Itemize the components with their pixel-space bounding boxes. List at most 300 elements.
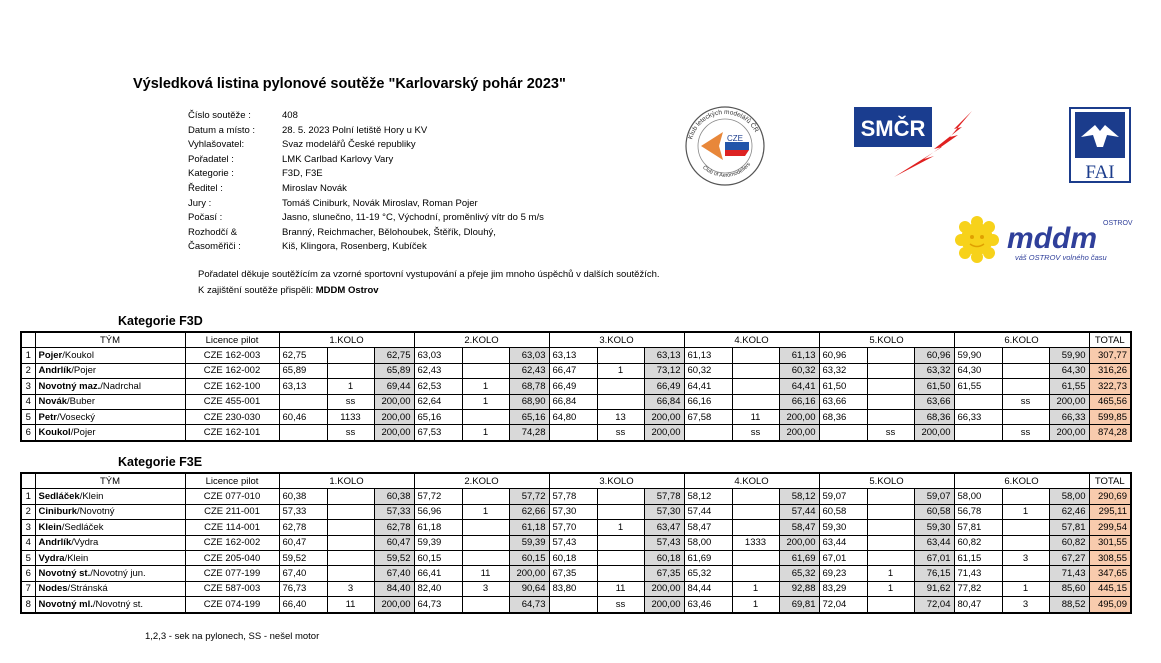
team-pilot: Andrlík xyxy=(38,537,72,549)
header-row xyxy=(21,332,1131,348)
page-title: Výsledková listina pylonové soutěže "Karlovarský pohár 2023" xyxy=(133,76,566,92)
penalty-cell: ss xyxy=(597,425,644,441)
time-cell: 58,00 xyxy=(954,489,1002,504)
score-cell: 200,00 xyxy=(374,409,414,424)
score-cell: 65,32 xyxy=(779,566,819,581)
score-cell: 60,82 xyxy=(1049,535,1089,550)
penalty-cell: 1 xyxy=(462,379,509,394)
svg-text:Klub leteckých modelářů ČR xyxy=(687,109,760,140)
info-value: 408 xyxy=(282,110,298,121)
penalty-cell xyxy=(462,409,509,424)
score-cell: 57,43 xyxy=(644,535,684,550)
mddm-tagline: váš OSTROV volného času xyxy=(1015,253,1107,262)
table-row xyxy=(21,520,1131,535)
penalty-cell xyxy=(597,566,644,581)
penalty-cell: 11 xyxy=(327,597,374,613)
total-cell: 290,69 xyxy=(1089,489,1131,504)
info-key: Vyhlašovatel: xyxy=(188,139,245,151)
team-pilot: Koukol xyxy=(38,427,71,439)
score-cell: 60,47 xyxy=(374,535,414,550)
time-cell: 63,13 xyxy=(279,379,327,394)
score-cell: 72,04 xyxy=(914,597,954,613)
penalty-cell xyxy=(1002,363,1049,378)
score-cell: 61,50 xyxy=(914,379,954,394)
time-cell: 59,52 xyxy=(279,550,327,565)
penalty-cell: ss xyxy=(327,425,374,441)
licence-cell: CZE 074-199 xyxy=(185,597,279,613)
penalty-cell xyxy=(867,394,914,409)
penalty-cell xyxy=(597,504,644,519)
time-cell: 77,82 xyxy=(954,581,1002,596)
penalty-cell xyxy=(1002,520,1049,535)
time-cell: 66,16 xyxy=(684,394,732,409)
info-value: Branný, Reichmacher, Bělohoubek, Štěřík, Dlouhý, xyxy=(282,226,496,238)
info-row xyxy=(188,226,544,241)
header-rank xyxy=(21,332,35,348)
penalty-cell: 3 xyxy=(1002,550,1049,565)
team-pilot: Andrlík xyxy=(38,365,72,377)
table-row xyxy=(21,409,1131,424)
penalty-cell xyxy=(327,489,374,504)
info-row xyxy=(188,182,544,197)
penalty-cell xyxy=(462,348,509,363)
time-cell: 63,66 xyxy=(819,394,867,409)
time-cell xyxy=(549,597,597,613)
score-cell: 71,43 xyxy=(1049,566,1089,581)
team-cell: Andrlík/Vydra xyxy=(35,535,185,550)
info-key: Kategorie : xyxy=(188,168,234,180)
header-round: 5.KOLO xyxy=(819,473,954,489)
time-cell: 63,03 xyxy=(414,348,462,363)
time-cell: 59,39 xyxy=(414,535,462,550)
time-cell: 67,53 xyxy=(414,425,462,441)
score-cell: 200,00 xyxy=(779,409,819,424)
header-licence: Licence pilot xyxy=(185,473,279,489)
licence-cell: CZE 114-001 xyxy=(185,520,279,535)
penalty-cell xyxy=(867,348,914,363)
time-cell: 60,82 xyxy=(954,535,1002,550)
penalty-cell xyxy=(867,520,914,535)
score-cell: 57,44 xyxy=(779,504,819,519)
info-key: Ředitel : xyxy=(188,182,223,194)
time-cell: 57,43 xyxy=(549,535,597,550)
penalty-cell: 1 xyxy=(327,379,374,394)
score-cell: 85,60 xyxy=(1049,581,1089,596)
team-helper: Klein xyxy=(82,491,104,503)
rank-cell: 4 xyxy=(21,394,35,409)
info-row xyxy=(188,167,544,182)
info-row xyxy=(188,197,544,212)
penalty-cell: 1 xyxy=(462,504,509,519)
table-row xyxy=(21,597,1131,613)
rank-cell: 4 xyxy=(21,535,35,550)
rank-cell: 6 xyxy=(21,425,35,441)
rank-cell: 6 xyxy=(21,566,35,581)
time-cell: 59,30 xyxy=(819,520,867,535)
licence-cell: CZE 162-101 xyxy=(185,425,279,441)
score-cell: 200,00 xyxy=(644,581,684,596)
table-row xyxy=(21,489,1131,504)
time-cell: 59,07 xyxy=(819,489,867,504)
penalty-cell xyxy=(867,597,914,613)
penalty-cell xyxy=(462,535,509,550)
mddm-text: mddm xyxy=(1007,222,1097,255)
rank-cell: 5 xyxy=(21,409,35,424)
time-cell: 57,70 xyxy=(549,520,597,535)
table-row xyxy=(21,363,1131,378)
score-cell: 63,44 xyxy=(914,535,954,550)
time-cell: 66,33 xyxy=(954,409,1002,424)
time-cell: 63,44 xyxy=(819,535,867,550)
penalty-cell xyxy=(597,489,644,504)
time-cell: 61,15 xyxy=(954,550,1002,565)
score-cell: 66,84 xyxy=(644,394,684,409)
rank-cell: 3 xyxy=(21,379,35,394)
penalty-cell xyxy=(327,504,374,519)
info-key: Číslo soutěže : xyxy=(188,110,251,121)
time-cell: 66,49 xyxy=(549,379,597,394)
thanks-line-2: K zajištění soutěže přispěli: MDDM Ostrov xyxy=(198,284,379,296)
penalty-cell xyxy=(1002,348,1049,363)
total-cell: 347,65 xyxy=(1089,566,1131,581)
score-cell: 58,47 xyxy=(779,520,819,535)
time-cell: 63,46 xyxy=(684,597,732,613)
penalty-cell xyxy=(732,394,779,409)
info-row xyxy=(188,240,544,255)
time-cell: 56,96 xyxy=(414,504,462,519)
cze-bottom-text: Club of Aeromodellers xyxy=(701,161,753,179)
score-cell: 200,00 xyxy=(1049,425,1089,441)
penalty-cell xyxy=(597,550,644,565)
penalty-cell: 13 xyxy=(597,409,644,424)
team-cell: Vydra/Klein xyxy=(35,550,185,565)
penalty-cell xyxy=(732,379,779,394)
penalty-cell xyxy=(732,520,779,535)
rank-cell: 2 xyxy=(21,504,35,519)
time-cell: 62,64 xyxy=(414,394,462,409)
header-round: 2.KOLO xyxy=(414,332,549,348)
team-helper: Novotný xyxy=(79,506,115,518)
header-round: 1.KOLO xyxy=(279,332,414,348)
penalty-cell xyxy=(732,348,779,363)
penalty-cell xyxy=(1002,489,1049,504)
time-cell: 80,47 xyxy=(954,597,1002,613)
team-pilot: Vydra xyxy=(38,552,65,564)
time-cell: 66,47 xyxy=(549,363,597,378)
cze-center-text: CZE xyxy=(727,134,743,143)
info-value: Jasno, slunečno, 11-19 °C, Východní, proměnlivý vítr do 5 m/s xyxy=(282,212,544,224)
penalty-cell: 1333 xyxy=(732,535,779,550)
penalty-cell: ss xyxy=(597,597,644,613)
smcr-logo xyxy=(854,107,978,179)
licence-cell: CZE 162-100 xyxy=(185,379,279,394)
header-round: 4.KOLO xyxy=(684,332,819,348)
penalty-cell xyxy=(327,363,374,378)
score-cell: 66,16 xyxy=(779,394,819,409)
penalty-cell: 1133 xyxy=(327,409,374,424)
header-round: 5.KOLO xyxy=(819,332,954,348)
score-cell: 200,00 xyxy=(1049,394,1089,409)
score-cell: 59,90 xyxy=(1049,348,1089,363)
penalty-cell: 1 xyxy=(597,520,644,535)
licence-cell: CZE 230-030 xyxy=(185,409,279,424)
team-cell: Novák/Buber xyxy=(35,394,185,409)
penalty-cell: 1 xyxy=(867,581,914,596)
total-cell: 316,26 xyxy=(1089,363,1131,378)
info-value: LMK Carlbad Karlovy Vary xyxy=(282,153,394,165)
time-cell: 72,04 xyxy=(819,597,867,613)
score-cell: 69,44 xyxy=(374,379,414,394)
score-cell: 62,46 xyxy=(1049,504,1089,519)
licence-cell: CZE 077-199 xyxy=(185,566,279,581)
score-cell: 67,40 xyxy=(374,566,414,581)
time-cell: 60,47 xyxy=(279,535,327,550)
penalty-cell: 3 xyxy=(1002,597,1049,613)
info-value: Tomáš Ciniburk, Novák Miroslav, Roman Pojer xyxy=(282,197,478,209)
penalty-cell: ss xyxy=(867,425,914,441)
score-cell: 57,78 xyxy=(644,489,684,504)
penalty-cell: 3 xyxy=(327,581,374,596)
time-cell: 60,38 xyxy=(279,489,327,504)
team-helper: Vosecký xyxy=(59,411,96,423)
time-cell: 83,80 xyxy=(549,581,597,596)
time-cell: 67,35 xyxy=(549,566,597,581)
penalty-cell xyxy=(867,489,914,504)
table-row xyxy=(21,425,1131,441)
score-cell: 60,15 xyxy=(509,550,549,565)
penalty-cell xyxy=(597,379,644,394)
header-row xyxy=(21,473,1131,489)
legend-note: 1,2,3 - sek na pylonech, SS - nešel motor xyxy=(145,631,320,642)
time-cell xyxy=(954,425,1002,441)
total-cell: 599,85 xyxy=(1089,409,1131,424)
penalty-cell xyxy=(867,550,914,565)
licence-cell: CZE 587-003 xyxy=(185,581,279,596)
time-cell: 60,96 xyxy=(819,348,867,363)
team-cell: Novotný st./Novotný jun. xyxy=(35,566,185,581)
penalty-cell xyxy=(732,504,779,519)
score-cell: 62,78 xyxy=(374,520,414,535)
time-cell: 64,80 xyxy=(549,409,597,424)
header-round: 6.KOLO xyxy=(954,473,1089,489)
thanks-line-1: Pořadatel děkuje soutěžícím za vzorné sportovní vystupování a přeje jim mnoho úspěchů v dalších soutěžích. xyxy=(198,269,660,280)
time-cell: 57,30 xyxy=(549,504,597,519)
time-cell: 66,40 xyxy=(279,597,327,613)
score-cell: 200,00 xyxy=(779,535,819,550)
score-cell: 200,00 xyxy=(374,394,414,409)
info-key: Pořadatel : xyxy=(188,153,234,165)
time-cell: 61,13 xyxy=(684,348,732,363)
info-key: Rozhodčí & xyxy=(188,226,238,238)
score-cell: 200,00 xyxy=(509,566,549,581)
time-cell: 57,81 xyxy=(954,520,1002,535)
score-cell: 88,52 xyxy=(1049,597,1089,613)
time-cell: 67,40 xyxy=(279,566,327,581)
team-helper: Vydra xyxy=(73,537,99,549)
penalty-cell xyxy=(462,520,509,535)
score-cell: 91,62 xyxy=(914,581,954,596)
score-cell: 200,00 xyxy=(644,425,684,441)
time-cell: 67,58 xyxy=(684,409,732,424)
rank-cell: 7 xyxy=(21,581,35,596)
info-row xyxy=(188,211,544,226)
team-helper: Buber xyxy=(69,396,96,408)
info-row xyxy=(188,138,544,153)
team-pilot: Petr xyxy=(38,411,57,423)
team-cell: Novotný ml./Novotný st. xyxy=(35,597,185,613)
penalty-cell: 1 xyxy=(597,363,644,378)
category-f3d-label: Kategorie F3D xyxy=(118,314,203,328)
score-cell: 61,18 xyxy=(509,520,549,535)
penalty-cell: 1 xyxy=(732,581,779,596)
time-cell xyxy=(279,425,327,441)
time-cell: 60,58 xyxy=(819,504,867,519)
info-value: Miroslav Novák xyxy=(282,182,347,194)
score-cell: 64,30 xyxy=(1049,363,1089,378)
score-cell: 61,69 xyxy=(779,550,819,565)
penalty-cell xyxy=(462,363,509,378)
penalty-cell xyxy=(597,535,644,550)
time-cell: 68,36 xyxy=(819,409,867,424)
licence-cell: CZE 162-003 xyxy=(185,348,279,363)
score-cell: 63,66 xyxy=(914,394,954,409)
time-cell: 62,75 xyxy=(279,348,327,363)
time-cell: 58,12 xyxy=(684,489,732,504)
time-cell: 66,41 xyxy=(414,566,462,581)
penalty-cell xyxy=(462,597,509,613)
score-cell: 62,66 xyxy=(509,504,549,519)
penalty-cell: ss xyxy=(1002,425,1049,441)
info-row xyxy=(188,124,544,139)
time-cell xyxy=(549,425,597,441)
team-cell: Klein/Sedláček xyxy=(35,520,185,535)
total-cell: 299,54 xyxy=(1089,520,1131,535)
team-helper: Novotný st. xyxy=(95,598,144,610)
team-pilot: Nodes xyxy=(38,583,68,595)
time-cell: 64,73 xyxy=(414,597,462,613)
team-cell: Novotný maz./Nadrchal xyxy=(35,379,185,394)
score-cell: 58,12 xyxy=(779,489,819,504)
score-cell: 63,32 xyxy=(914,363,954,378)
time-cell: 58,47 xyxy=(684,520,732,535)
time-cell: 57,78 xyxy=(549,489,597,504)
results-table-f3d xyxy=(20,331,1132,442)
score-cell: 76,15 xyxy=(914,566,954,581)
licence-cell: CZE 162-002 xyxy=(185,363,279,378)
penalty-cell xyxy=(1002,535,1049,550)
time-cell: 56,78 xyxy=(954,504,1002,519)
time-cell: 61,50 xyxy=(819,379,867,394)
time-cell: 82,40 xyxy=(414,581,462,596)
time-cell: 61,55 xyxy=(954,379,1002,394)
score-cell: 200,00 xyxy=(914,425,954,441)
header-total: TOTAL xyxy=(1089,332,1131,348)
team-helper: Pojer xyxy=(73,427,96,439)
results-table-f3e xyxy=(20,472,1132,614)
score-cell: 63,03 xyxy=(509,348,549,363)
score-cell: 61,55 xyxy=(1049,379,1089,394)
time-cell xyxy=(684,425,732,441)
rank-cell: 2 xyxy=(21,363,35,378)
score-cell: 61,13 xyxy=(779,348,819,363)
penalty-cell xyxy=(867,535,914,550)
time-cell: 83,29 xyxy=(819,581,867,596)
score-cell: 73,12 xyxy=(644,363,684,378)
info-row xyxy=(188,153,544,168)
score-cell: 57,72 xyxy=(509,489,549,504)
licence-cell: CZE 455-001 xyxy=(185,394,279,409)
score-cell: 66,33 xyxy=(1049,409,1089,424)
time-cell xyxy=(279,394,327,409)
info-key: Časoměřiči : xyxy=(188,241,241,253)
score-cell: 64,41 xyxy=(779,379,819,394)
team-helper: Sedláček xyxy=(64,521,104,533)
total-cell: 308,55 xyxy=(1089,550,1131,565)
cze-club-logo xyxy=(679,104,771,186)
team-cell: Sedláček/Klein xyxy=(35,489,185,504)
total-cell: 874,28 xyxy=(1089,425,1131,441)
table-row xyxy=(21,379,1131,394)
info-key: Datum a místo : xyxy=(188,124,256,136)
time-cell: 67,01 xyxy=(819,550,867,565)
team-helper: Koukol xyxy=(64,350,94,362)
score-cell: 200,00 xyxy=(374,425,414,441)
fai-logo xyxy=(1069,107,1131,183)
penalty-cell: 1 xyxy=(462,394,509,409)
team-pilot: Novotný ml. xyxy=(38,598,93,610)
score-cell: 63,47 xyxy=(644,520,684,535)
team-pilot: Sedláček xyxy=(38,491,80,503)
table-row xyxy=(21,566,1131,581)
total-cell: 295,11 xyxy=(1089,504,1131,519)
time-cell: 60,18 xyxy=(549,550,597,565)
penalty-cell: 1 xyxy=(732,597,779,613)
time-cell: 84,44 xyxy=(684,581,732,596)
table-row xyxy=(21,535,1131,550)
team-helper: Nadrchal xyxy=(102,380,141,392)
score-cell: 68,36 xyxy=(914,409,954,424)
penalty-cell xyxy=(327,535,374,550)
penalty-cell: ss xyxy=(327,394,374,409)
penalty-cell xyxy=(327,348,374,363)
table-row xyxy=(21,394,1131,409)
penalty-cell: ss xyxy=(1002,394,1049,409)
time-cell xyxy=(954,394,1002,409)
time-cell: 69,23 xyxy=(819,566,867,581)
score-cell: 92,88 xyxy=(779,581,819,596)
table-row xyxy=(21,504,1131,519)
score-cell: 60,58 xyxy=(914,504,954,519)
time-cell: 59,90 xyxy=(954,348,1002,363)
mddm-small-text: OSTROV xyxy=(1103,220,1133,227)
time-cell: 65,16 xyxy=(414,409,462,424)
competition-info xyxy=(188,109,544,255)
cze-ring-text: Klub leteckých modelářů ČR xyxy=(687,108,760,141)
time-cell: 60,32 xyxy=(684,363,732,378)
score-cell: 67,27 xyxy=(1049,550,1089,565)
team-helper: Novotný jun. xyxy=(92,568,146,580)
time-cell: 60,15 xyxy=(414,550,462,565)
penalty-cell xyxy=(732,363,779,378)
score-cell: 60,18 xyxy=(644,550,684,565)
score-cell: 59,07 xyxy=(914,489,954,504)
score-cell: 64,73 xyxy=(509,597,549,613)
team-helper: Stránská xyxy=(70,583,108,595)
rank-cell: 3 xyxy=(21,520,35,535)
score-cell: 68,78 xyxy=(509,379,549,394)
total-cell: 495,09 xyxy=(1089,597,1131,613)
info-value: Kiš, Klingora, Rosenberg, Kubíček xyxy=(282,241,427,253)
